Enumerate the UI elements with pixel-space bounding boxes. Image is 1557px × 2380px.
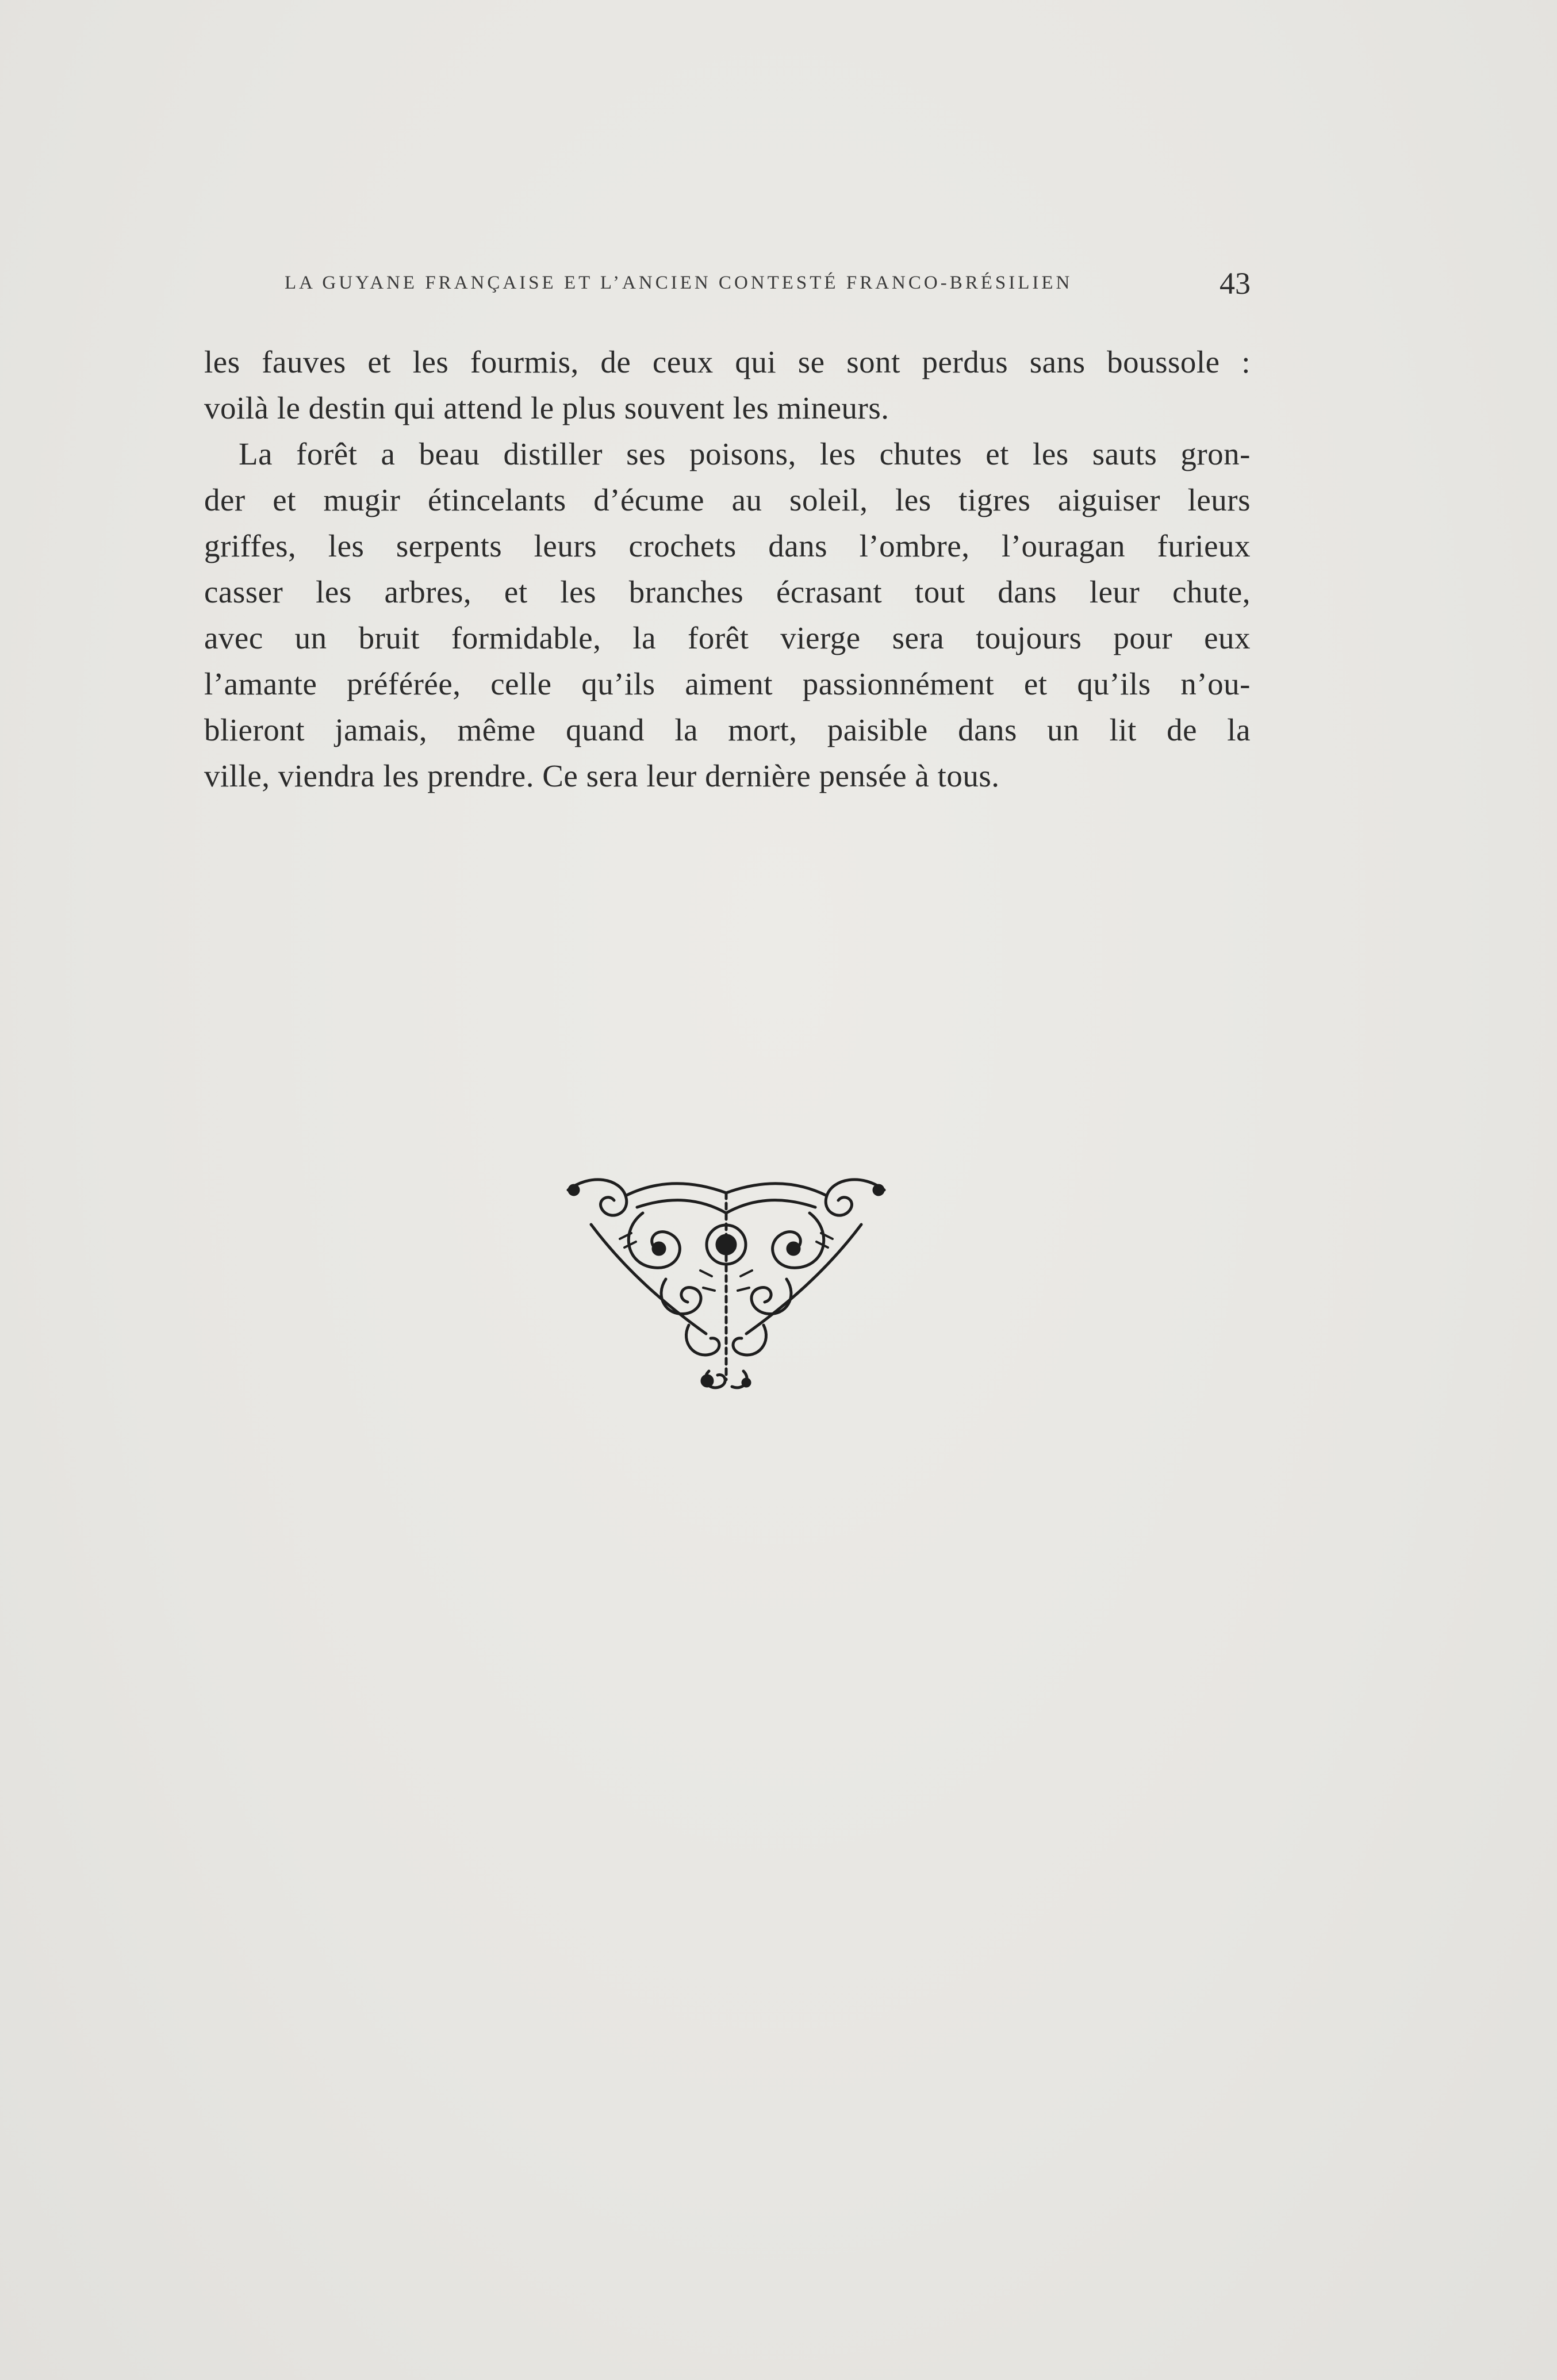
text-line: casser les arbres, et les branches écrasant tout dans leur chute,	[204, 574, 1251, 609]
page-number: 43	[1219, 266, 1251, 301]
text-line: ville, viendra les prendre. Ce sera leur dernière pensée à tous.	[204, 758, 1000, 793]
tailpiece-ornament-icon	[557, 1173, 896, 1394]
text-line: l’amante préférée, celle qu’ils aiment passionnément et qu’ils n’ou-	[204, 666, 1251, 701]
text-line: griffes, les serpents leurs crochets dans l’ombre, l’ouragan furieux	[204, 528, 1251, 563]
running-title: LA GUYANE FRANÇAISE ET L’ANCIEN CONTESTÉ FRANCO-BRÉSILIEN	[285, 272, 1073, 293]
text-line: avec un bruit formidable, la forêt vierge sera toujours pour eux	[204, 620, 1251, 655]
text-line: blieront jamais, même quand la mort, paisible dans un lit de la	[204, 712, 1251, 747]
text-line: voilà le destin qui attend le plus souvent les mineurs.	[204, 390, 889, 425]
text-line: der et mugir étincelants d’écume au soleil, les tigres aiguiser leurs	[204, 482, 1251, 517]
text-line: les fauves et les fourmis, de ceux qui se sont perdus sans boussole :	[204, 344, 1251, 379]
body-text	[204, 339, 1251, 799]
running-head	[204, 266, 1251, 300]
text-line: La forêt a beau distiller ses poisons, les chutes et les sauts gron-	[239, 436, 1251, 471]
